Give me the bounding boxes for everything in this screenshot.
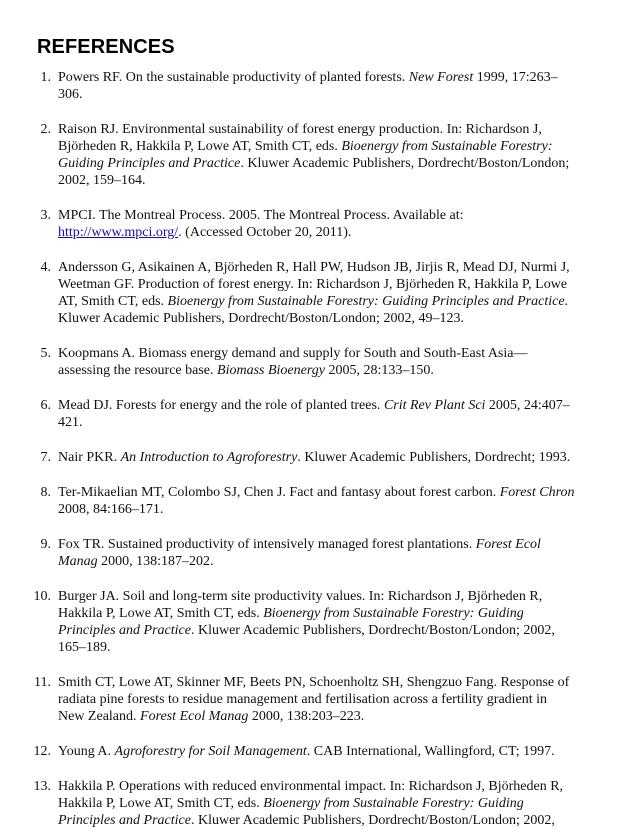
reference-item bbox=[0, 674, 617, 725]
reference-citation-tail: . Kluwer Academic Publishers, Dordrecht/Boston/London; 2002, 49–123. bbox=[58, 294, 569, 326]
reference-number: 12. bbox=[33, 744, 51, 759]
reference-citation-text: Koopmans A. Biomass energy demand and supply for South and South-East Asia—assessing the resource base. bbox=[58, 346, 528, 378]
reference-item bbox=[0, 121, 617, 189]
reference-item bbox=[0, 207, 617, 241]
reference-citation-tail: 1999, 17:263–306. bbox=[58, 70, 558, 102]
reference-citation-tail: . Kluwer Academic Publishers, Dordrecht/Boston/London; 2002, 165–189. bbox=[58, 623, 555, 655]
reference-item bbox=[0, 397, 617, 431]
reference-title-italic: An Introduction to Agroforestry bbox=[120, 450, 298, 465]
reference-text bbox=[58, 449, 576, 466]
reference-citation-text: Andersson G, Asikainen A, Björheden R, Hall PW, Hudson JB, Jirjis R, Mead DJ, Nurmi J, Weetman GF. Production of forest energy. In: Richardson J, Björheden R, Hakkila P, Lowe AT, Smith CT, eds. bbox=[58, 260, 570, 309]
reference-citation-tail: . Kluwer Academic Publishers, Dordrecht/Boston/London; 2002, bbox=[190, 813, 555, 828]
reference-title-italic: Biomass Bioenergy bbox=[217, 363, 325, 378]
reference-number: 6. bbox=[40, 398, 51, 413]
reference-item bbox=[0, 259, 617, 327]
reference-citation-text: Nair PKR. bbox=[58, 450, 121, 465]
reference-citation-text: Powers RF. On the sustainable productivity of planted forests. bbox=[58, 70, 409, 85]
reference-title-italic: Bioenergy from Sustainable Forestry: Guiding Principles and Practice bbox=[58, 606, 524, 638]
reference-text bbox=[58, 743, 576, 760]
reference-text bbox=[58, 259, 576, 327]
reference-text bbox=[58, 778, 576, 829]
reference-text bbox=[58, 536, 576, 570]
reference-item bbox=[0, 536, 617, 570]
reference-item bbox=[0, 449, 617, 466]
reference-citation-text: Hakkila P. Operations with reduced environmental impact. In: Richardson J, Björheden R, Hakkila P, Lowe AT, Smith CT, eds. bbox=[58, 779, 564, 811]
reference-title-italic: Agroforestry for Soil Management bbox=[114, 744, 307, 759]
reference-list bbox=[0, 69, 617, 829]
reference-number: 2. bbox=[40, 122, 51, 137]
reference-item bbox=[0, 778, 617, 829]
reference-text bbox=[58, 121, 576, 189]
reference-text bbox=[58, 207, 576, 241]
reference-citation-text: Young A. bbox=[58, 744, 115, 759]
reference-number: 4. bbox=[40, 260, 51, 275]
reference-title-italic: New Forest bbox=[408, 70, 474, 85]
reference-number: 7. bbox=[40, 450, 51, 465]
reference-title-italic: Bioenergy from Sustainable Forestry: Guiding Principles and Practice bbox=[58, 139, 553, 171]
reference-item bbox=[0, 588, 617, 656]
reference-number: 8. bbox=[40, 485, 51, 500]
reference-item bbox=[0, 345, 617, 379]
reference-citation-tail: 2008, 84:166–171. bbox=[58, 502, 164, 517]
reference-citation-tail: 2005, 24:407–421. bbox=[58, 398, 570, 430]
reference-number: 5. bbox=[40, 346, 51, 361]
reference-title-italic: Forest Ecol Manag bbox=[140, 709, 249, 724]
reference-citation-text: Smith CT, Lowe AT, Skinner MF, Beets PN, Schoenholtz SH, Shengzuo Fang. Response of radiata pine forests to residue management and fertilisation across a fertility gradient in New Zealand. bbox=[58, 675, 570, 724]
reference-text bbox=[58, 674, 576, 725]
reference-citation-text: Mead DJ. Forests for energy and the role of planted trees. bbox=[58, 398, 384, 413]
reference-citation-text: Fox TR. Sustained productivity of intensively managed forest plantations. bbox=[58, 537, 476, 552]
reference-title-italic: Bioenergy from Sustainable Forestry: Guiding Principles and Practice bbox=[58, 796, 524, 828]
reference-number: 10. bbox=[33, 589, 51, 604]
reference-text bbox=[58, 345, 576, 379]
reference-text bbox=[58, 588, 576, 656]
reference-number: 1. bbox=[40, 70, 51, 85]
reference-title-italic: Forest Chron bbox=[499, 485, 575, 500]
reference-title-italic: Forest Ecol Manag bbox=[58, 537, 541, 569]
reference-url-link[interactable]: http://www.mpci.org/ bbox=[58, 225, 179, 240]
reference-citation-tail: 2005, 28:133–150. bbox=[324, 363, 434, 378]
reference-text bbox=[58, 484, 576, 518]
reference-citation-tail: 2000, 138:203–223. bbox=[248, 709, 365, 724]
reference-text bbox=[58, 69, 576, 103]
reference-number: 3. bbox=[40, 208, 51, 223]
reference-citation-text: Ter-Mikaelian MT, Colombo SJ, Chen J. Fact and fantasy about forest carbon. bbox=[58, 485, 500, 500]
reference-title-italic: Crit Rev Plant Sci bbox=[383, 398, 486, 413]
reference-item bbox=[0, 69, 617, 103]
reference-text bbox=[58, 397, 576, 431]
reference-citation-text: Raison RJ. Environmental sustainability of forest energy production. In: Richardson J, Björheden R, Hakkila P, Lowe AT, Smith CT, eds. bbox=[58, 122, 542, 154]
reference-number: 13. bbox=[33, 779, 51, 794]
reference-citation-text: Burger JA. Soil and long-term site productivity values. In: Richardson J, Björheden R, Hakkila P, Lowe AT, Smith CT, eds. bbox=[58, 589, 543, 621]
reference-item bbox=[0, 484, 617, 518]
reference-citation-tail: 2000, 138:187–202. bbox=[97, 554, 214, 569]
reference-number: 11. bbox=[34, 675, 51, 690]
reference-citation-text: MPCI. The Montreal Process. 2005. The Montreal Process. Available at: bbox=[58, 208, 464, 223]
reference-citation-tail: . (Accessed October 20, 2011). bbox=[178, 225, 352, 240]
references-heading: REFERENCES bbox=[37, 36, 175, 58]
reference-title-italic: Bioenergy from Sustainable Forestry: Guiding Principles and Practice bbox=[167, 294, 565, 309]
reference-item bbox=[0, 743, 617, 760]
reference-citation-tail: . CAB International, Wallingford, CT; 1997. bbox=[306, 744, 555, 759]
reference-citation-tail: . Kluwer Academic Publishers, Dordrecht/Boston/London; 2002, 159–164. bbox=[58, 156, 570, 188]
reference-citation-tail: . Kluwer Academic Publishers, Dordrecht; 1993. bbox=[297, 450, 571, 465]
reference-number: 9. bbox=[40, 537, 51, 552]
